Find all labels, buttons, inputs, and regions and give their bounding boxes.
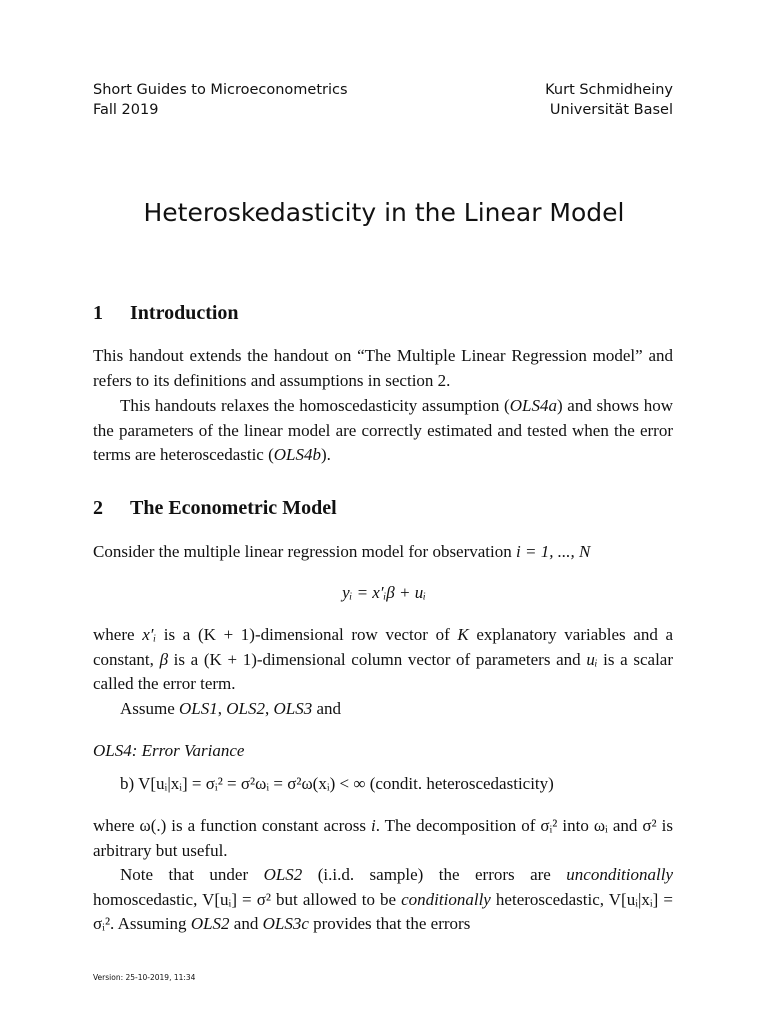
- section-2-paragraph-4: where ω(.) is a function constant across i. The decomposition of σᵢ² into ωᵢ and σ² is arbitrary but useful.: [93, 816, 673, 860]
- header-right: [545, 80, 673, 120]
- section-number: 1: [93, 302, 103, 324]
- assumption-ref: OLS4a: [509, 396, 557, 415]
- math-inline: uᵢ: [586, 649, 598, 669]
- math-inline: i = 1, ..., N: [516, 542, 591, 561]
- math-inline: K: [457, 625, 469, 644]
- assumption-ref: OLS2: [226, 699, 265, 718]
- version-stamp: Version: 25-10-2019, 11:34: [93, 973, 196, 982]
- course-series: Short Guides to Microeconometrics: [93, 82, 348, 98]
- math-inline: β: [159, 649, 169, 669]
- section-2-heading: [93, 497, 337, 520]
- assumption-ref: OLS2: [190, 914, 230, 934]
- semester: Fall 2019: [93, 102, 159, 118]
- section-number: 2: [93, 497, 103, 519]
- header-left: [93, 80, 348, 120]
- assumption-ref: OLS3: [273, 699, 313, 718]
- section-1-paragraph-1: This handout extends the handout on “The Multiple Linear Regression model” and refers to its definitions and assumptions in section 2.: [93, 346, 673, 390]
- assumption-ref: OLS2: [263, 865, 303, 884]
- section-2-paragraph-2: where x′ᵢ is a (K + 1)-dimensional row vector of K explanatory variables and a constant, β is a (K + 1)-dimensional column vector of parameters and uᵢ is a scalar called the error term.: [93, 625, 674, 694]
- author-name: Kurt Schmidheiny: [545, 82, 673, 98]
- university: Universität Basel: [549, 102, 673, 118]
- assumption-b: b) V[uᵢ|xᵢ] = σᵢ² = σ²ωᵢ = σ²ω(xᵢ) < ∞ (condit. heteroscedasticity): [120, 774, 554, 793]
- assumption-b-formula: b) V[uᵢ|xᵢ] = σᵢ² = σ²ωᵢ = σ²ω(xᵢ) < ∞: [120, 774, 366, 793]
- section-2-paragraph-1: Consider the multiple linear regression model for observation i = 1, ..., N: [93, 542, 591, 561]
- assumption-ref: OLS1: [179, 699, 218, 718]
- section-1-paragraph-2: This handouts relaxes the homoscedasticity assumption (OLS4a) and shows how the parameters of the linear model are correctly estimated and tested when the error terms are heteroscedastic (OLS4b).: [93, 396, 673, 465]
- assumption-ref: OLS3c: [262, 914, 309, 934]
- emphasis: unconditionally: [566, 865, 673, 884]
- section-2-paragraph-5: Note that under OLS2 (i.i.d. sample) the errors are unconditionally homoscedastic, V[uᵢ] = σ² but allowed to be conditionally heteroscedastic, V[uᵢ|xᵢ] = σᵢ². Assuming OLS2 and OLS3c provides that the errors: [93, 865, 674, 934]
- section-title: The Econometric Model: [130, 497, 337, 519]
- document-title: Heteroskedasticity in the Linear Model: [143, 198, 625, 227]
- assumption-ref: OLS4b: [273, 445, 322, 465]
- section-title: Introduction: [130, 302, 239, 324]
- model-equation: yᵢ = x′ᵢβ + uᵢ: [342, 583, 426, 602]
- emphasis: conditionally: [401, 889, 491, 909]
- math-inline: i: [370, 816, 376, 835]
- assumption-title: OLS4: Error Variance: [93, 741, 245, 760]
- math-inline: x′ᵢ: [142, 625, 157, 644]
- section-2-paragraph-3: Assume OLS1, OLS2, OLS3 and: [120, 699, 342, 718]
- section-1-heading: [93, 302, 239, 325]
